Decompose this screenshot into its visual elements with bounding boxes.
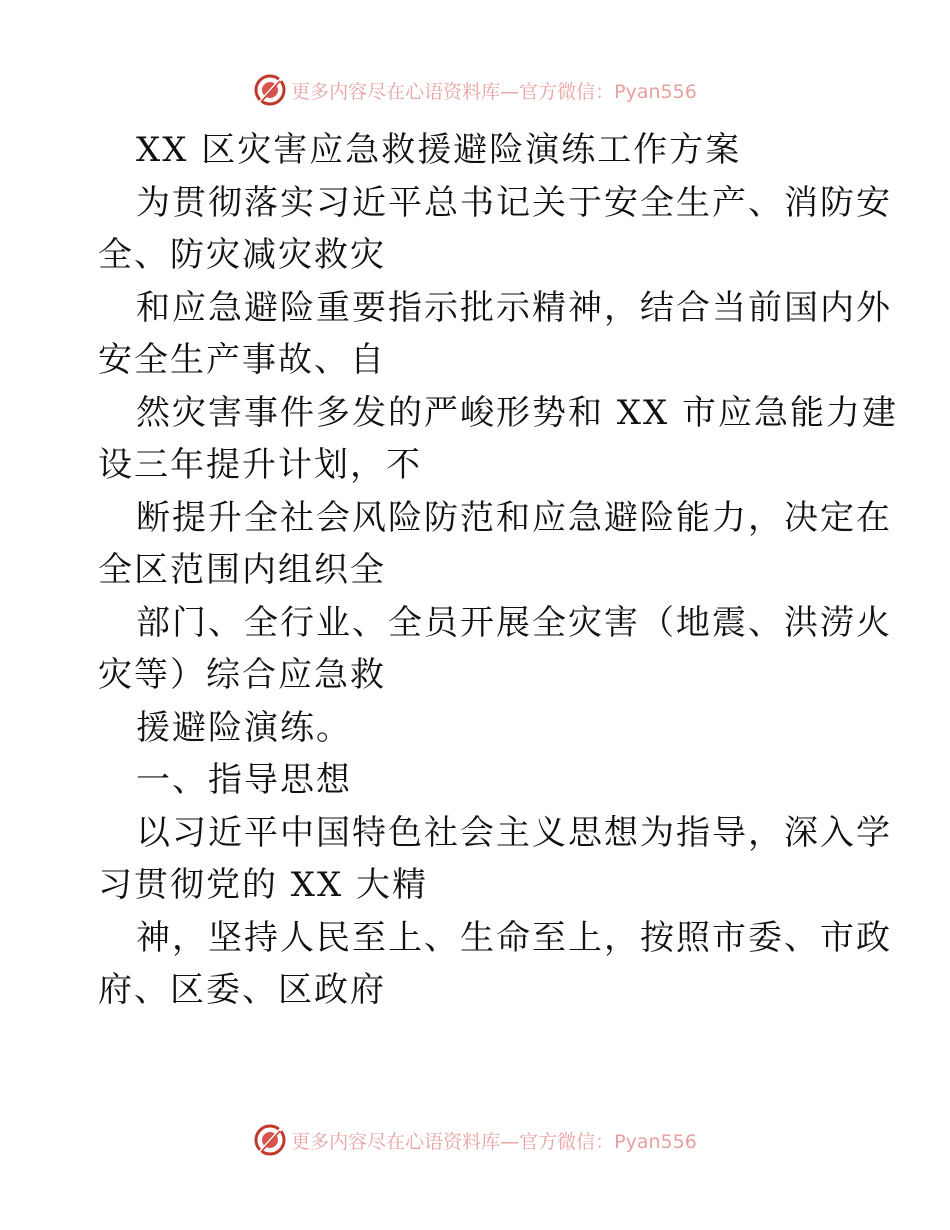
brand-logo-icon: [253, 73, 287, 107]
text-line: 为贯彻落实习近平总书记关于安全生产、消防安: [136, 182, 892, 223]
brand-logo-icon: [253, 1123, 287, 1157]
watermark-text: 更多内容尽在心语资料库—官方微信：Pyan556: [291, 1130, 697, 1153]
text-line: 部门、全行业、全员开展全灾害（地震、洪涝火: [136, 602, 892, 643]
text-line: 安全生产事故、自: [98, 340, 386, 380]
text-line: 府、区委、区政府: [98, 970, 386, 1010]
text-line: 全区范围内组织全: [98, 550, 386, 590]
text-line: 习贯彻党的 XX 大精: [98, 865, 429, 905]
document-title: XX 区灾害应急救援避险演练工作方案: [136, 130, 742, 170]
text-line: 断提升全社会风险防范和应急避险能力，决定在: [136, 497, 892, 538]
section-heading: 一、指导思想: [136, 760, 352, 800]
text-line: 然灾害事件多发的严峻形势和 XX 市应急能力建: [136, 392, 899, 433]
text-line: 设三年提升计划，不: [98, 445, 422, 485]
text-line: 以习近平中国特色社会主义思想为指导，深入学: [136, 812, 892, 853]
header-watermark: [0, 70, 950, 110]
document-body: [98, 124, 899, 1017]
text-line: 神，坚持人民至上、生命至上，按照市委、市政: [136, 917, 892, 958]
watermark-text: 更多内容尽在心语资料库—官方微信：Pyan556: [291, 80, 697, 103]
text-line: 援避险演练。: [136, 707, 352, 748]
text-line: 和应急避险重要指示批示精神，结合当前国内外: [136, 287, 892, 328]
footer-watermark: [0, 1120, 950, 1160]
text-line: 全、防灾减灾救灾: [98, 235, 386, 275]
text-line: 灾等）综合应急救: [98, 655, 386, 695]
